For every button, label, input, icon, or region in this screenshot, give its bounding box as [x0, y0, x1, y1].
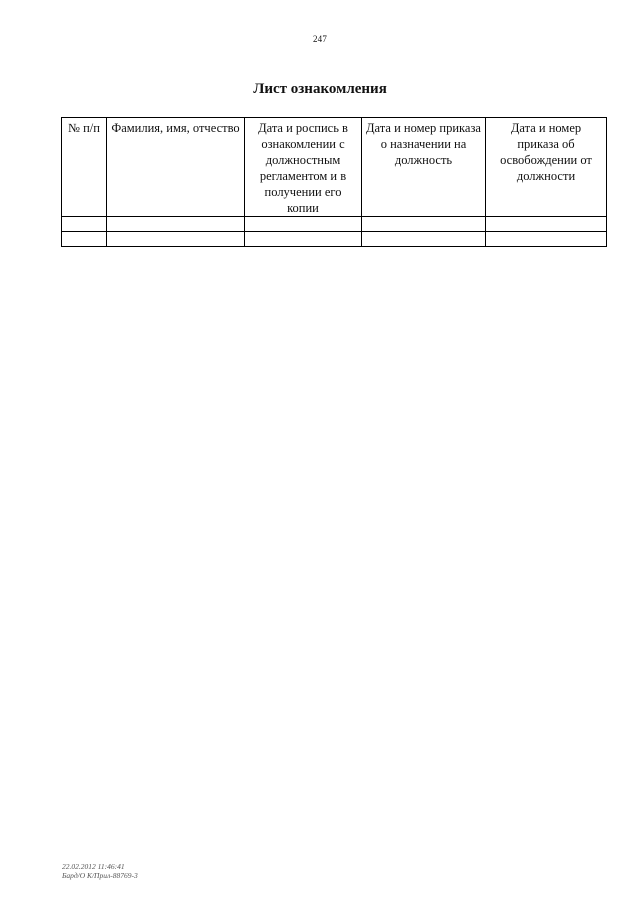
table-cell — [107, 232, 245, 247]
header-full-name: Фамилия, имя, отчество — [107, 118, 245, 217]
table-cell — [486, 217, 607, 232]
footer-document-code: Бард/О К/Прил-88769-3 — [62, 871, 138, 880]
footer-timestamp: 22.02.2012 11:46:41 — [62, 862, 125, 871]
table-cell — [62, 232, 107, 247]
table-row — [62, 217, 607, 232]
table-row — [62, 232, 607, 247]
header-number: № п/п — [62, 118, 107, 217]
page-number: 247 — [312, 34, 328, 44]
header-appointment-order: Дата и номер приказа о назначении на должность — [362, 118, 486, 217]
table-header-row — [62, 118, 607, 217]
document-title: Лист ознакомления — [253, 81, 387, 97]
table-cell — [362, 217, 486, 232]
acknowledgement-table — [61, 117, 607, 247]
table-cell — [245, 217, 362, 232]
table-cell — [62, 217, 107, 232]
table-cell — [107, 217, 245, 232]
table-cell — [486, 232, 607, 247]
header-signature-date: Дата и роспись в ознакомлении с должностным регламентом и в получении его копии — [245, 118, 362, 217]
table-cell — [362, 232, 486, 247]
header-dismissal-order: Дата и номер приказа об освобождении от должности — [486, 118, 607, 217]
document-footer — [62, 862, 138, 880]
table-cell — [245, 232, 362, 247]
